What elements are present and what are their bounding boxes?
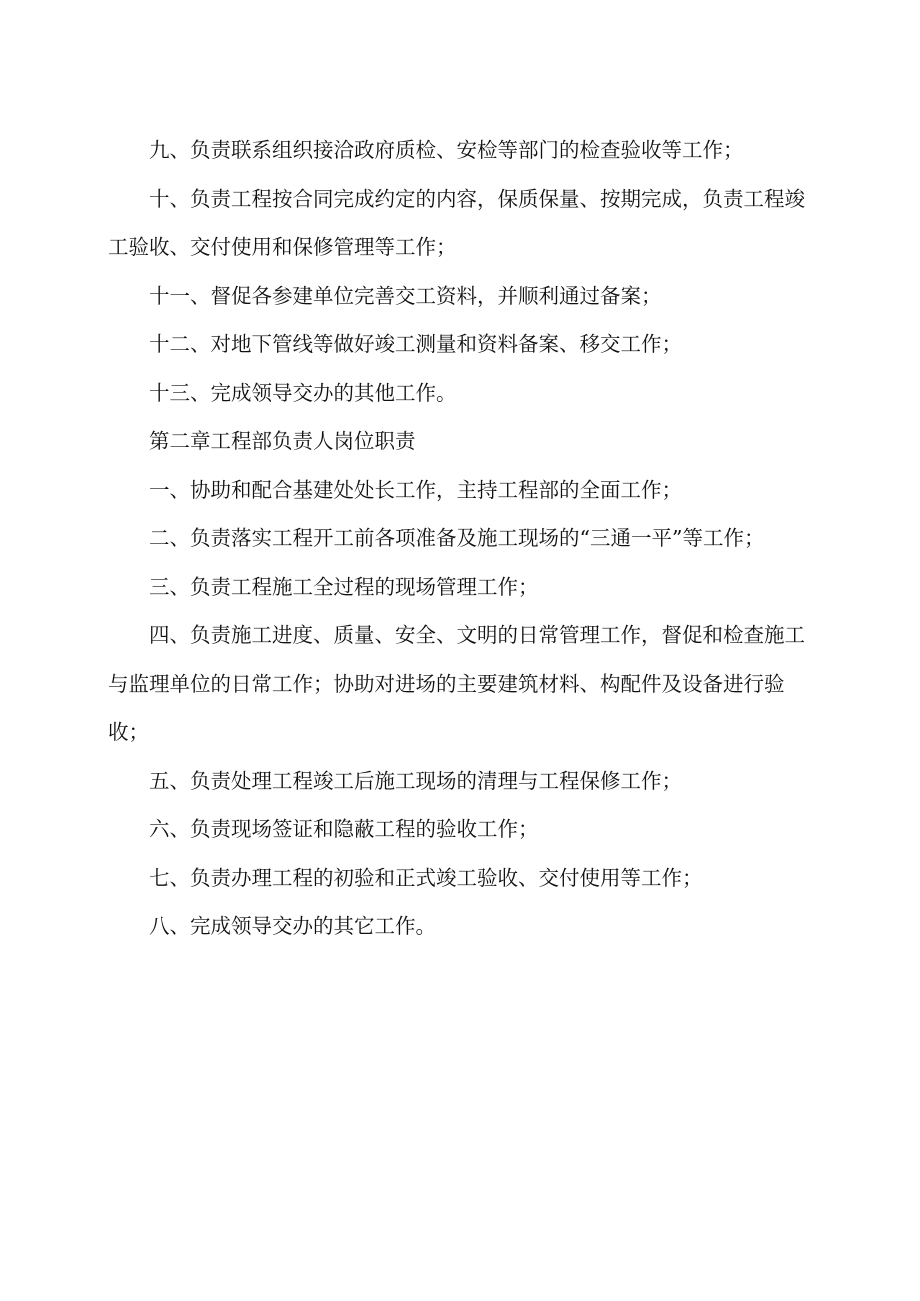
paragraph-item-9: 九、负责联系组织接洽政府质检、安检等部门的检查验收等工作； <box>149 138 744 162</box>
duty-item-4: 四、负责施工进度、质量、安全、文明的日常管理工作，督促和检查施工与监理单位的日常工作；协助对进场的主要建筑材料、构配件及设备进行验收； <box>108 623 805 744</box>
duty-item-8: 八、完成领导交办的其它工作。 <box>149 914 436 938</box>
chapter-heading: 第二章工程部负责人岗位职责 <box>149 429 416 453</box>
paragraph-item-11: 十一、督促各参建单位完善交工资料，并顺利通过备案； <box>149 283 662 308</box>
document-body <box>108 126 822 951</box>
duty-item-1: 一、协助和配合基建处处长工作，主持工程部的全面工作； <box>149 477 682 502</box>
duty-item-6: 六、负责现场签证和隐蔽工程的验收工作； <box>149 817 539 841</box>
paragraph-item-13: 十三、完成领导交办的其他工作。 <box>149 380 457 405</box>
paragraph-item-10: 十、负责工程按合同完成约定的内容，保质保量、按期完成，负责工程竣工验收、交付使用和保修管理等工作； <box>108 186 805 259</box>
duty-item-5: 五、负责处理工程竣工后施工现场的清理与工程保修工作； <box>149 768 682 793</box>
duty-item-3: 三、负责工程施工全过程的现场管理工作； <box>149 574 539 599</box>
duty-item-7: 七、负责办理工程的初验和正式竣工验收、交付使用等工作； <box>149 865 703 890</box>
paragraph-item-12: 十二、对地下管线等做好竣工测量和资料备案、移交工作； <box>149 332 682 356</box>
duty-item-2: 二、负责落实工程开工前各项准备及施工现场的“三通一平”等工作； <box>149 526 765 550</box>
